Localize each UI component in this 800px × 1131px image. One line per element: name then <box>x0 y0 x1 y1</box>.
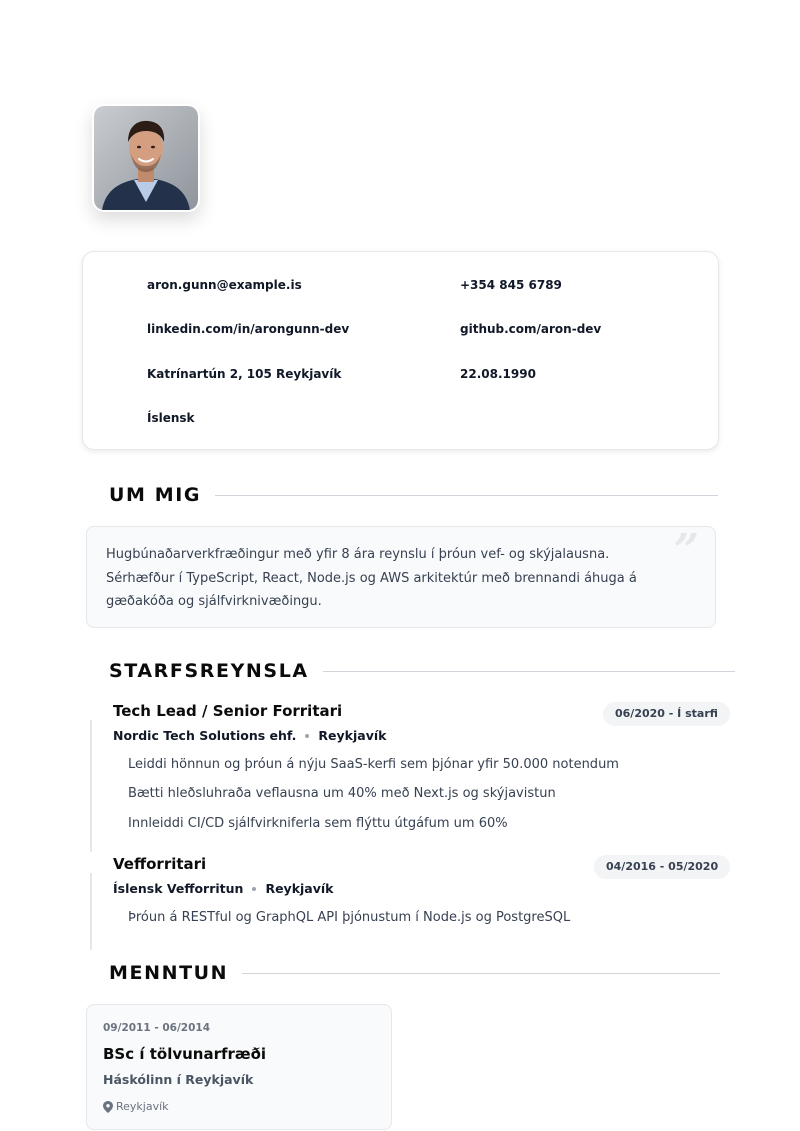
job-bullet: Þróun á RESTful og GraphQL API þjónustum í Node.js og PostgreSQL <box>128 910 571 925</box>
education-card <box>86 1004 392 1130</box>
education-section-header <box>109 962 720 984</box>
education-school: Háskólinn í Reykjavík <box>103 1072 254 1087</box>
contact-linkedin[interactable]: linkedin.com/in/arongunn-dev <box>147 322 350 336</box>
education-heading: MENNTUN <box>109 962 229 984</box>
job-bullet: Innleiddi CI/CD sjálfvirkniferla sem flýttu útgáfum um 60% <box>128 816 508 831</box>
education-degree: BSc í tölvunarfræði <box>103 1045 267 1063</box>
contact-address: Katrínartún 2, 105 Reykjavík <box>147 367 342 381</box>
education-location: Reykjavík <box>116 1100 169 1113</box>
contact-birthdate: 22.08.1990 <box>460 367 536 381</box>
contact-card <box>82 251 719 450</box>
profile-photo <box>94 106 198 210</box>
contact-nationality: Íslensk <box>147 411 195 425</box>
education-divider <box>242 973 720 974</box>
about-divider <box>215 495 718 496</box>
job-company: Íslensk Vefforritun <box>113 881 244 896</box>
job-title: Tech Lead / Senior Forritari <box>113 702 343 720</box>
about-heading: UM MIG <box>109 484 202 506</box>
separator-dot <box>305 734 309 738</box>
separator-dot <box>252 887 256 891</box>
profile-photo-frame <box>92 104 200 212</box>
map-pin-icon <box>103 1101 113 1113</box>
contact-phone[interactable]: +354 845 6789 <box>460 278 562 292</box>
about-box <box>86 526 716 628</box>
job-timeline-line <box>90 873 92 950</box>
job-company: Nordic Tech Solutions ehf. <box>113 728 297 743</box>
job-bullet: Bætti hleðsluhraða veflausna um 40% með Next.js og skýjavistun <box>128 786 556 801</box>
job-date-badge: 04/2016 - 05/2020 <box>594 855 730 879</box>
about-section-header <box>109 484 718 506</box>
job-date-badge: 06/2020 - Í starfi <box>603 702 730 726</box>
job-bullet: Leiddi hönnun og þróun á nýju SaaS-kerfi sem þjónar yfir 50.000 notendum <box>128 757 619 772</box>
experience-section-header <box>109 660 735 682</box>
job-location: Reykjavík <box>318 728 387 743</box>
experience-divider <box>323 671 735 672</box>
experience-heading: STARFSREYNSLA <box>109 660 309 682</box>
contact-email[interactable]: aron.gunn@example.is <box>147 278 302 292</box>
contact-github[interactable]: github.com/aron-dev <box>460 322 602 336</box>
education-location-row <box>103 1100 169 1113</box>
quote-icon: ” <box>673 525 699 576</box>
job-timeline-line <box>90 720 92 852</box>
job-title: Vefforritari <box>113 855 207 873</box>
job-company-row <box>113 728 386 743</box>
job-company-row <box>113 881 333 896</box>
job-location: Reykjavík <box>265 881 334 896</box>
education-dates: 09/2011 - 06/2014 <box>103 1022 211 1034</box>
about-text: Hugbúnaðarverkfræðingur með yfir 8 ára reynslu í þróun vef- og skýjalausna. Sérhæfður í TypeScript, React, Node.js og AWS arkitektúr með brennandi áhuga á gæðakóða og sjálfvirknivæðingu. <box>106 547 637 609</box>
